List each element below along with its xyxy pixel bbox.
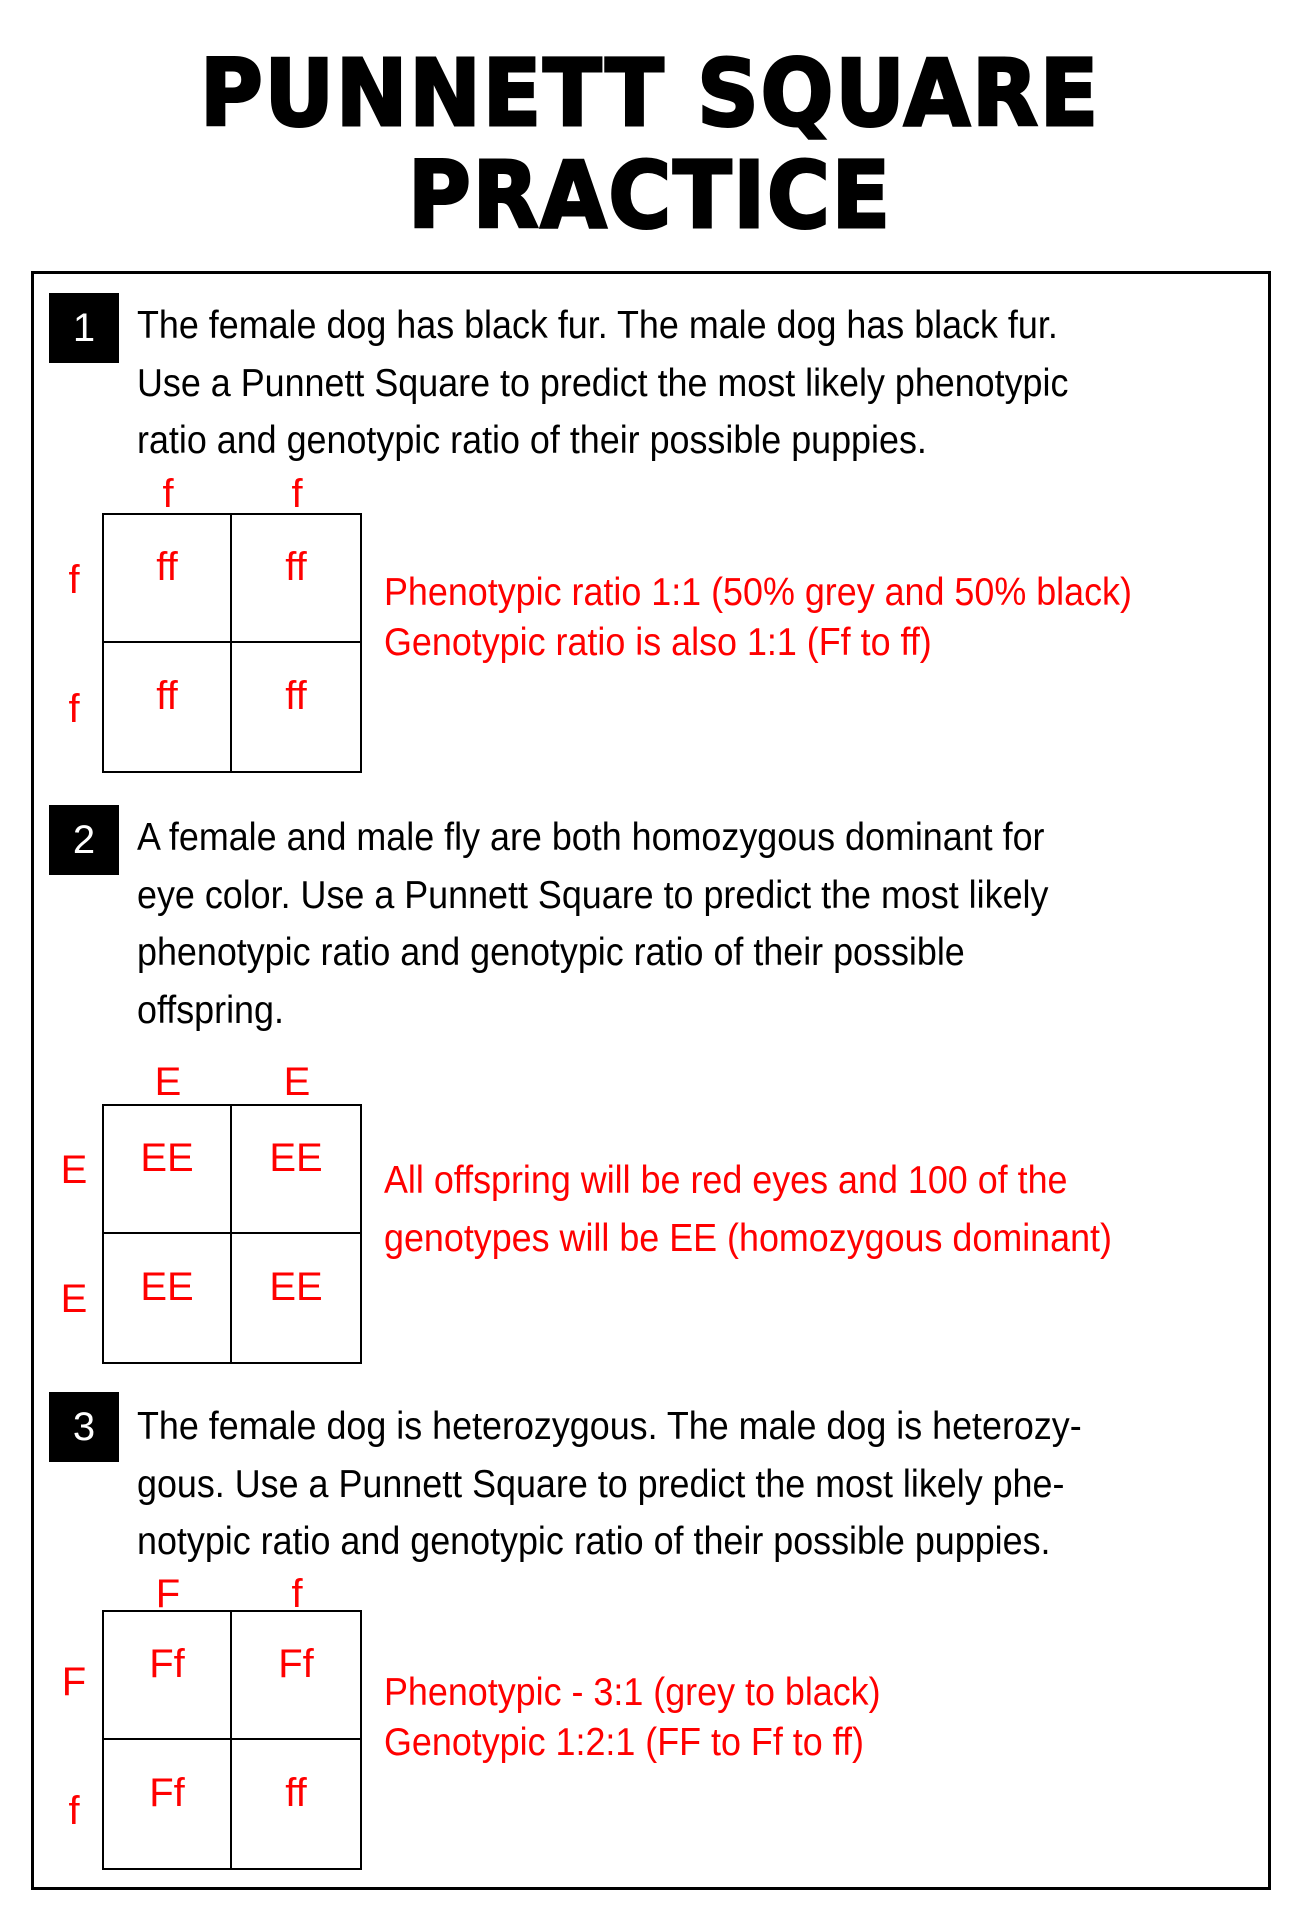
page-title-line-2: PRACTICE [408, 142, 892, 249]
problem-question [137, 1398, 1257, 1571]
punnett-square [102, 1610, 362, 1870]
answer-line: Phenotypic ratio 1:1 (50% grey and 50% black) [384, 571, 1132, 614]
top-allele-label: E [283, 1060, 311, 1104]
question-line: notypic ratio and genotypic ratio of their possible puppies. [137, 1520, 1051, 1563]
answer-line: All offspring will be red eyes and 100 of the [384, 1159, 1068, 1202]
side-allele-label: f [68, 1789, 80, 1833]
question-line: A female and male fly are both homozygous dominant for [137, 816, 1045, 859]
top-allele-label: f [291, 472, 303, 516]
page-title-line-1: PUNNETT SQUARE [199, 40, 1101, 147]
punnett-cell: Ff [104, 1740, 232, 1868]
side-allele-label: F [61, 1660, 87, 1704]
side-allele-label: E [60, 1277, 88, 1321]
answer-line: genotypes will be EE (homozygous dominant) [384, 1217, 1112, 1260]
answer-text [384, 1152, 1112, 1268]
problem-number-badge: 1 [49, 293, 119, 363]
answer-text [384, 1668, 881, 1768]
answer-line: Phenotypic - 3:1 (grey to black) [384, 1671, 881, 1714]
problem-number-badge: 2 [49, 805, 119, 875]
punnett-cell: EE [104, 1234, 232, 1362]
punnett-square [102, 1104, 362, 1364]
punnett-cell: Ff [232, 1612, 360, 1740]
question-line: eye color. Use a Punnett Square to predict the most likely [137, 873, 1049, 917]
punnett-square [102, 513, 362, 773]
problem-number-badge: 3 [49, 1392, 119, 1462]
side-allele-label: f [68, 687, 80, 731]
question-line: The female dog has black fur. The male dog has black fur. [137, 304, 1058, 347]
question-line: Use a Punnett Square to predict the most likely phenotypic [137, 361, 1069, 405]
punnett-cell: EE [232, 1106, 360, 1234]
answer-text [384, 568, 1132, 668]
punnett-cell: Ff [104, 1612, 232, 1740]
question-line: The female dog is heterozygous. The male dog is heterozy- [137, 1405, 1082, 1448]
punnett-cell: ff [232, 515, 360, 643]
top-allele-label: E [154, 1060, 182, 1104]
problem-question [137, 809, 1257, 1039]
answer-line: Genotypic ratio is also 1:1 (Ff to ff) [384, 621, 932, 664]
punnett-cell: ff [104, 643, 232, 771]
top-allele-label: F [155, 1572, 181, 1616]
problem-question [137, 297, 1257, 470]
top-allele-label: f [291, 1572, 303, 1616]
question-line: ratio and genotypic ratio of their possible puppies. [137, 419, 927, 462]
side-allele-label: f [68, 558, 80, 602]
top-allele-label: f [162, 472, 174, 516]
punnett-cell: ff [104, 515, 232, 643]
question-line: offspring. [137, 988, 284, 1032]
punnett-cell: ff [285, 673, 307, 718]
answer-line: Genotypic 1:2:1 (FF to Ff to ff) [384, 1721, 864, 1764]
punnett-cell: EE [269, 1264, 323, 1309]
question-line: phenotypic ratio and genotypic ratio of their possible [137, 931, 965, 974]
question-line: gous. Use a Punnett Square to predict the most likely phe- [137, 1462, 1065, 1506]
punnett-cell: EE [104, 1106, 232, 1234]
punnett-cell: ff [285, 1770, 307, 1815]
side-allele-label: E [60, 1148, 88, 1192]
